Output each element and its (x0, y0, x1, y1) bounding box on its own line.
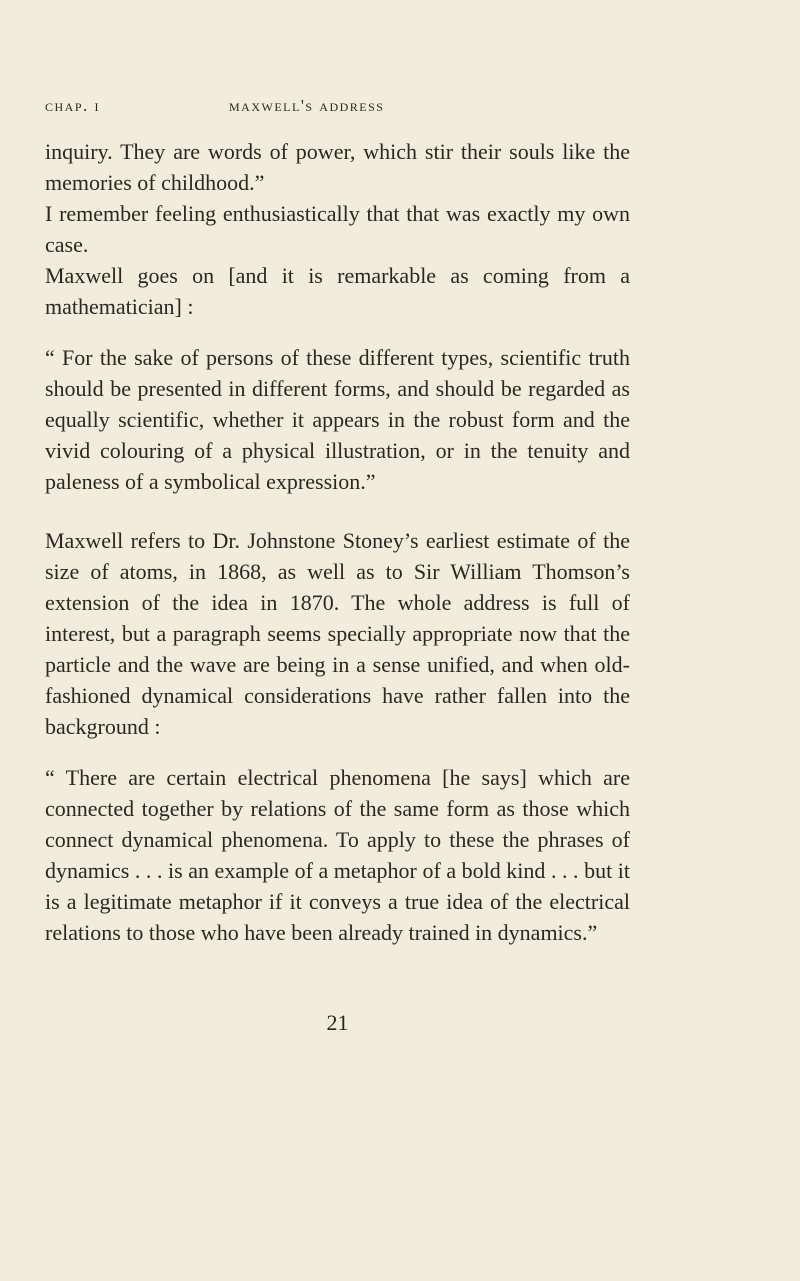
quote-electrical-phenomena: “ There are certain electrical phenomena [he says] which are connected together by relations of the same form as those which connect dynamical phenomena. To apply to these the phrases of dynamics . . . is an example of a metaphor of a bold kind . . . but it is a legitimate metaphor if it conveys a true idea of the electrical relations to those who have been already trained in dynamics.” (45, 765, 630, 945)
paragraph-stoney-thomson: Maxwell refers to Dr. Johnstone Stoney’s earliest estimate of the size of atoms, in 1868, as well as to Sir William Thomson’s extension of the idea in 1870. The whole address is full of interest, but a paragraph seems specially appropriate now that the particle and the wave are being in a sense unified, and when old-fashioned dynamical considerations have rather fallen into the background : (45, 528, 630, 739)
paragraph-maxwell-goes-on: Maxwell goes on [and it is remarkable as coming from a mathematician] : (45, 263, 630, 319)
running-title: maxwell's address (229, 96, 385, 115)
spacer (45, 497, 630, 525)
paragraph-continuation: inquiry. They are words of power, which stir their souls like the memories of childhood.” (45, 139, 630, 195)
quote-different-types: “ For the sake of persons of these different types, scientific truth should be presented in different forms, and should be regarded as equally scientific, whether it appears in the robust form and the vivid colouring of a physical illustration, or in the tenuity and paleness of a symbolical expression.” (45, 345, 630, 494)
body-text (45, 136, 630, 948)
chapter-label: chap. i (45, 96, 101, 115)
paragraph-remember: I remember feeling enthusiastically that that was exactly my own case. (45, 201, 630, 257)
spacer (45, 742, 630, 762)
page-number: 21 (326, 1010, 349, 1035)
spacer (45, 322, 630, 342)
